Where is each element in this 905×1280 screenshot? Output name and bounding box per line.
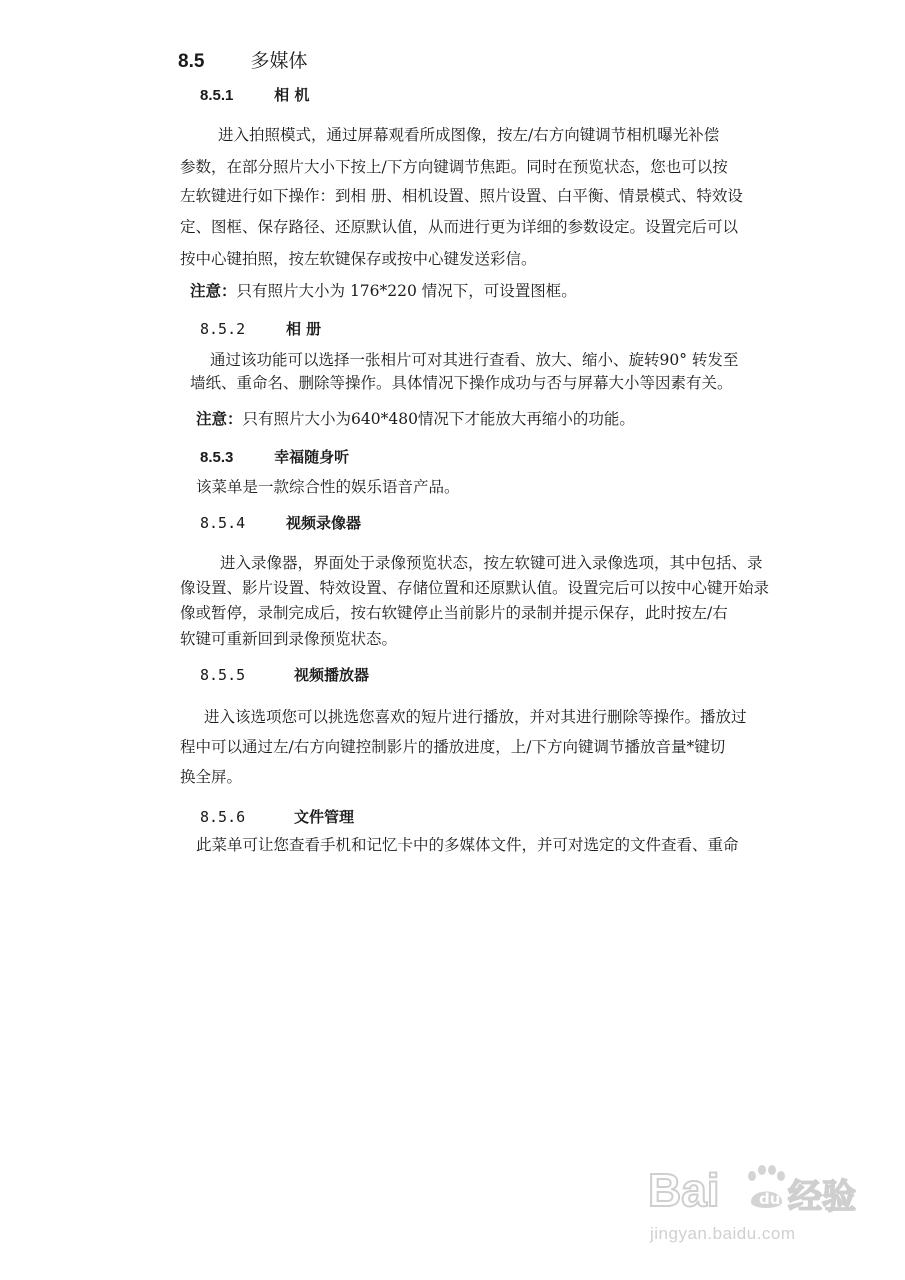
subsection-number: 8.5.5 — [200, 666, 246, 684]
subsection-heading-8-5-5 — [200, 664, 369, 685]
paragraph-line: 按中心键拍照，按左软键保存或按中心键发送彩信。 — [180, 250, 537, 268]
watermark-brand: Bai — [648, 1164, 720, 1216]
watermark-brand-suffix: 经验 — [788, 1177, 856, 1217]
subsection-heading-8-5-3 — [200, 446, 349, 467]
baidu-jingyan-watermark — [648, 1158, 863, 1248]
paragraph-line: 通过该功能可以选择一张相片可对其进行查看、放大、缩小、旋转90° 转发至 — [210, 351, 739, 369]
paragraph-line: 左软键进行如下操作：到相 册、相机设置、照片设置、白平衡、情景模式、特效设 — [180, 187, 743, 205]
subsection-heading-8-5-1 — [200, 84, 309, 105]
note — [190, 284, 577, 300]
subsection-number: 8.5.1 — [200, 87, 234, 104]
paragraph-line: 该菜单是一款综合性的娱乐语音产品。 — [196, 478, 460, 496]
paragraph-line: 定、图框、保存路径、还原默认值，从而进行更为详细的参数设定。设置完后可以 — [180, 218, 739, 236]
section-title: 多媒体 — [250, 50, 308, 72]
paragraph-line: 软键可重新回到录像预览状态。 — [180, 630, 398, 648]
note — [196, 412, 635, 428]
subsection-title: 文件管理 — [293, 808, 354, 826]
subsection-number: 8.5.6 — [200, 808, 246, 826]
paragraph-line: 墙纸、重命名、删除等操作。具体情况下操作成功与否与屏幕大小等因素有关。 — [190, 374, 733, 392]
section-heading — [178, 46, 307, 73]
paragraph-line: 像或暂停，录制完成后，按右软键停止当前影片的录制并提示保存，此时按左/右 — [180, 604, 728, 622]
paragraph-line: 进入录像器，界面处于录像预览状态，按左软键可进入录像选项，其中包括、录 — [220, 554, 763, 572]
svg-text:du: du — [759, 1190, 781, 1208]
subsection-number: 8.5.2 — [200, 320, 246, 338]
subsection-heading-8-5-4 — [200, 512, 361, 533]
subsection-title: 幸福随身听 — [274, 448, 350, 466]
subsection-heading-8-5-6 — [200, 806, 354, 827]
watermark-url: jingyan.baidu.com — [650, 1224, 796, 1243]
paragraph-line: 此菜单可让您查看手机和记忆卡中的多媒体文件，并可对选定的文件查看、重命 — [196, 836, 739, 854]
subsection-heading-8-5-2 — [200, 318, 321, 339]
subsection-title: 视频录像器 — [285, 514, 361, 532]
paragraph-line: 参数，在部分照片大小下按上/下方向键调节焦距。同时在预览状态，您也可以按 — [180, 158, 728, 176]
paragraph-line: 程中可以通过左/右方向键控制影片的播放进度，上/下方向键调节播放音量*键切 — [180, 738, 726, 756]
subsection-number: 8.5.4 — [200, 514, 246, 532]
note-text: 只有照片大小为 176*220 情况下，可设置图框。 — [236, 282, 577, 300]
note-text: 只有照片大小为640*480情况下才能放大再缩小的功能。 — [242, 410, 635, 428]
subsection-number: 8.5.3 — [200, 449, 234, 466]
subsection-title: 相 机 — [274, 86, 310, 104]
note-label: 注意： — [190, 282, 237, 300]
subsection-title: 视频播放器 — [293, 666, 369, 684]
section-number: 8.5 — [178, 51, 205, 72]
paragraph-line: 进入拍照模式，通过屏幕观看所成图像，按左/右方向键调节相机曝光补偿 — [218, 126, 720, 144]
subsection-title: 相 册 — [285, 320, 322, 338]
baidu-logo-icon — [648, 1158, 863, 1220]
paragraph-line: 像设置、影片设置、特效设置、存储位置和还原默认值。设置完后可以按中心键开始录 — [180, 579, 770, 597]
paragraph-line: 进入该选项您可以挑选您喜欢的短片进行播放，并对其进行删除等操作。播放过 — [204, 708, 747, 726]
note-label: 注意： — [196, 410, 243, 428]
paragraph-line: 换全屏。 — [180, 768, 243, 786]
